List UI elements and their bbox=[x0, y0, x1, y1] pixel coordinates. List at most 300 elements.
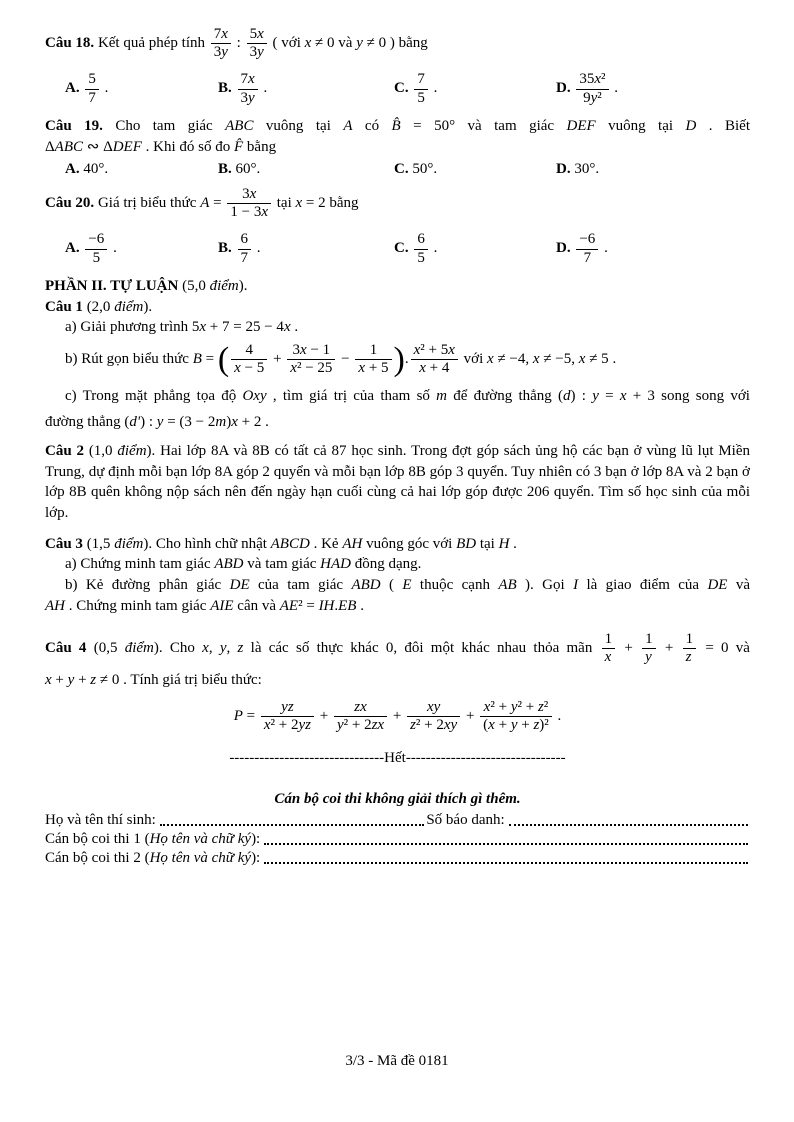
text-run: y bbox=[257, 44, 264, 61]
text-run bbox=[230, 577, 250, 593]
option-b bbox=[218, 159, 394, 180]
text-run bbox=[499, 536, 510, 552]
text-run: và bbox=[334, 35, 357, 52]
text-run: x bbox=[448, 342, 455, 359]
text-run: x bbox=[413, 342, 421, 359]
text-run: ² bbox=[597, 89, 602, 106]
text-run: . bbox=[109, 240, 117, 257]
fraction bbox=[405, 699, 462, 735]
text-run: 7 bbox=[240, 71, 249, 88]
text-run: C. bbox=[394, 80, 409, 97]
text-run: −6 bbox=[88, 231, 105, 248]
text-run: 1 bbox=[685, 630, 694, 647]
text-run: z bbox=[410, 716, 416, 733]
text-run: x bbox=[604, 648, 612, 665]
text-run: 35 bbox=[579, 71, 595, 88]
text-run: của tam giác bbox=[249, 577, 352, 594]
text-run: 9 bbox=[583, 89, 591, 106]
text-run bbox=[202, 640, 243, 656]
text-run: + bbox=[617, 639, 641, 656]
text-run: điểm bbox=[117, 443, 147, 459]
text-run: ≠ −4, bbox=[493, 351, 533, 368]
text-run: ² − 25 bbox=[296, 360, 333, 377]
fraction bbox=[245, 26, 269, 62]
text-run: ² bbox=[543, 698, 549, 715]
text-run: DE bbox=[229, 577, 250, 594]
text-run: ) : bbox=[570, 387, 593, 404]
text-run bbox=[225, 118, 253, 134]
fraction bbox=[285, 342, 337, 378]
text-run: z bbox=[90, 672, 97, 688]
text-run: 4 bbox=[245, 342, 253, 359]
text-run: = bbox=[209, 195, 226, 212]
text-run: x bbox=[594, 71, 602, 88]
fraction bbox=[600, 631, 618, 667]
text-run: với bbox=[459, 351, 488, 368]
text-run bbox=[242, 388, 266, 404]
text-run: . bbox=[600, 240, 608, 257]
text-run: . Chứng minh tam giác bbox=[65, 597, 211, 614]
text-run: y bbox=[510, 698, 518, 715]
text-run: DEF bbox=[566, 118, 596, 134]
text-run: : bbox=[232, 35, 245, 52]
text-run: AIE bbox=[210, 597, 234, 614]
text-run: 60°. bbox=[231, 161, 261, 178]
text-run: . bbox=[553, 707, 562, 724]
text-run: y bbox=[510, 716, 518, 733]
text-run: + bbox=[315, 707, 332, 724]
text-run bbox=[210, 598, 233, 614]
text-run: 5 bbox=[191, 319, 200, 336]
text-run: + bbox=[462, 707, 479, 724]
text-run: có bbox=[352, 118, 392, 134]
text-run: yz bbox=[281, 698, 294, 715]
text-run: và tam giác bbox=[243, 556, 321, 573]
text-run: (5,0 bbox=[178, 278, 210, 295]
text-run: điểm bbox=[209, 278, 239, 295]
text-run: xy bbox=[443, 716, 458, 733]
text-run bbox=[698, 640, 728, 656]
essay-q1-heading bbox=[45, 297, 750, 318]
text-run: ): bbox=[251, 830, 261, 847]
text-run: Câu 4 bbox=[45, 639, 87, 656]
text-run: 7 bbox=[583, 249, 592, 266]
text-run: x bbox=[300, 342, 307, 359]
fraction bbox=[409, 342, 460, 378]
text-run: x bbox=[578, 351, 586, 368]
text-run: Oxy bbox=[242, 387, 267, 404]
option-d bbox=[556, 71, 750, 107]
text-run: 3 bbox=[213, 44, 222, 61]
question-18-options bbox=[45, 68, 750, 110]
text-run bbox=[200, 195, 225, 211]
text-run: ∾ Δ bbox=[83, 138, 113, 155]
dotted-line bbox=[264, 842, 748, 845]
text-run: y bbox=[590, 89, 598, 106]
text-run: (0,5 bbox=[86, 639, 125, 656]
text-run: 3 bbox=[249, 44, 258, 61]
text-run: 3 bbox=[292, 342, 301, 359]
text-run: Câu 20. bbox=[45, 195, 95, 212]
text-run: là các số thực khác 0, đôi một khác nhau thỏa mãn bbox=[243, 639, 600, 656]
fraction bbox=[574, 71, 610, 107]
text-run bbox=[269, 351, 285, 367]
text-run: Họ tên và chữ ký bbox=[149, 830, 252, 847]
fraction bbox=[236, 231, 254, 267]
text-run: = bbox=[242, 707, 259, 724]
dotted-line bbox=[264, 861, 748, 864]
text-run: x bbox=[261, 204, 268, 221]
text-run: AH bbox=[342, 535, 363, 552]
text-run: x bbox=[483, 698, 491, 715]
essay-q3-heading bbox=[45, 534, 750, 555]
essay-q1-part-c-line1 bbox=[45, 386, 750, 407]
text-run: . bbox=[253, 240, 261, 257]
text-run: = 2 bbox=[302, 195, 326, 212]
text-run: x bbox=[199, 319, 207, 336]
text-run: 1 bbox=[645, 630, 653, 647]
text-run: + bbox=[517, 716, 534, 733]
fraction bbox=[229, 342, 269, 378]
text-run: z bbox=[685, 648, 692, 665]
text-run bbox=[45, 139, 142, 155]
text-run: m bbox=[215, 414, 227, 431]
text-run: ). bbox=[143, 298, 153, 315]
text-run: y bbox=[156, 414, 164, 431]
text-run: ABC bbox=[225, 118, 254, 134]
text-run: B. bbox=[218, 80, 232, 97]
fraction bbox=[412, 231, 430, 267]
text-run: F̂ bbox=[233, 138, 244, 155]
text-run: DE bbox=[707, 577, 728, 594]
text-run: D. bbox=[556, 80, 571, 97]
text-run: . bbox=[259, 80, 268, 97]
text-run: = 0 bbox=[698, 639, 729, 656]
text-run: c) Trong mặt phẳng tọa độ bbox=[65, 387, 243, 404]
fraction bbox=[236, 71, 260, 107]
text-run: PHẦN II. TỰ LUẬN bbox=[45, 278, 179, 295]
text-run: 40°. bbox=[79, 161, 109, 178]
text-run: (1,0 bbox=[84, 443, 118, 459]
text-run: x bbox=[290, 360, 297, 377]
text-run: a) Chứng minh tam giác bbox=[65, 556, 215, 573]
text-run: xy bbox=[426, 698, 441, 715]
text-run: + 5 bbox=[365, 360, 389, 377]
text-run: vuông tại bbox=[253, 118, 344, 134]
text-run: ² = bbox=[298, 597, 319, 614]
text-run bbox=[356, 35, 386, 51]
text-run bbox=[45, 672, 119, 688]
proctor1-line bbox=[45, 830, 750, 848]
candidate-number-label: Số báo danh: bbox=[426, 811, 505, 828]
text-run: 5 bbox=[92, 249, 101, 266]
text-run: b) Rút gọn biểu thức bbox=[65, 351, 193, 368]
text-run: + bbox=[389, 707, 406, 724]
text-run: tại bbox=[273, 195, 296, 212]
text-run: ). Cho bbox=[153, 639, 203, 656]
text-run: ( bbox=[558, 387, 564, 404]
text-run: ). Hai lớp 8A và 8B có tất cả 87 học sinh. Trong đợt góp sách ủng hộ các bạn ở vùng lũ lụt Miền Trung, dự định mỗi bạn lớp 8A góp 2 quyển và mỗi bạn lớp 8B góp 3 quyển. Tuy nhiên có 3 bạn ở lớp 8A và 2 bạn ở lớp 8B quên không nộp sách nên đến ngày hạn cuối cùng cả hai lớp góp được 206 quyển. Tìm số học sinh của mỗi lớp. bbox=[45, 443, 750, 522]
text-run bbox=[498, 577, 516, 593]
text-run: = bbox=[201, 351, 218, 368]
text-run: x bbox=[619, 387, 627, 404]
text-run: D. bbox=[556, 161, 571, 178]
text-run: . Khi đó số đo bbox=[141, 138, 234, 155]
text-run bbox=[337, 351, 353, 367]
text-run: DEF bbox=[112, 138, 142, 155]
text-run: . bbox=[100, 80, 109, 97]
text-run: B. bbox=[218, 161, 232, 178]
candidate-name-label: Họ và tên thí sinh: bbox=[45, 811, 156, 828]
text-run: 5 bbox=[417, 249, 425, 266]
text-run bbox=[456, 536, 476, 552]
question-20-stem bbox=[45, 186, 750, 226]
text-run: zx bbox=[371, 716, 385, 733]
text-run: y bbox=[592, 387, 599, 404]
essay-q3-part-b-line2 bbox=[45, 596, 750, 617]
text-run: + bbox=[494, 716, 511, 733]
text-run bbox=[351, 577, 380, 593]
text-run: E bbox=[402, 577, 412, 594]
text-run: A bbox=[343, 118, 353, 134]
text-run: y bbox=[219, 639, 227, 656]
text-run: z bbox=[237, 639, 244, 656]
text-run: ≠ 0 bbox=[96, 672, 120, 688]
text-run: . bbox=[290, 319, 299, 336]
essay-q3-part-b-line1 bbox=[45, 575, 750, 596]
text-run: , bbox=[226, 639, 238, 656]
text-run bbox=[392, 118, 456, 134]
text-run: IH bbox=[318, 597, 335, 614]
text-run: z bbox=[533, 716, 540, 733]
text-run: x bbox=[358, 360, 366, 377]
text-run: ( với bbox=[268, 35, 305, 52]
text-run: 1 bbox=[369, 342, 378, 359]
text-run: ( bbox=[217, 340, 230, 378]
option-c bbox=[394, 231, 556, 267]
text-run: 7 bbox=[213, 26, 222, 42]
option-b bbox=[218, 231, 394, 267]
fraction bbox=[332, 699, 389, 735]
text-run: 7 bbox=[417, 71, 425, 88]
text-run: điểm bbox=[124, 639, 154, 656]
text-run: để đường thẳng bbox=[447, 387, 559, 404]
text-run: bằng bbox=[243, 138, 277, 155]
text-run: x bbox=[283, 319, 291, 336]
text-run: Họ tên và chữ ký bbox=[149, 849, 252, 866]
text-run: điểm bbox=[114, 535, 144, 552]
text-run bbox=[234, 708, 259, 724]
text-run bbox=[402, 577, 411, 593]
fraction bbox=[83, 231, 109, 267]
text-run: x bbox=[263, 716, 271, 733]
text-run: D. bbox=[556, 240, 571, 257]
text-run: và bbox=[727, 577, 750, 594]
text-run: I bbox=[573, 577, 579, 594]
text-run: EB bbox=[338, 597, 357, 614]
text-run: A. bbox=[65, 240, 80, 257]
text-run: b) Kẻ đường phân giác bbox=[65, 577, 230, 594]
text-run: 5 bbox=[417, 89, 425, 106]
text-run: H bbox=[498, 535, 510, 552]
fraction bbox=[640, 631, 658, 667]
text-run bbox=[686, 118, 697, 134]
text-run: điểm bbox=[114, 298, 144, 315]
text-run: x bbox=[234, 360, 241, 377]
text-run bbox=[233, 35, 245, 51]
text-run: x bbox=[202, 639, 209, 656]
text-run bbox=[617, 640, 640, 656]
text-run: . bbox=[356, 597, 364, 614]
text-run: . Kẻ bbox=[309, 535, 343, 552]
text-run bbox=[214, 556, 243, 572]
text-run: + 3 bbox=[626, 387, 655, 404]
question-20-options bbox=[45, 228, 750, 270]
text-run: 7 bbox=[240, 249, 249, 266]
text-run bbox=[487, 351, 609, 367]
text-run: HAD bbox=[320, 556, 351, 573]
text-run: ). Gọi bbox=[516, 577, 574, 594]
text-run: x bbox=[419, 360, 426, 377]
text-run: tại bbox=[476, 535, 499, 552]
text-run: C. bbox=[394, 240, 409, 257]
text-run: − 5 bbox=[240, 360, 265, 377]
fraction bbox=[83, 71, 101, 107]
text-run: x bbox=[249, 186, 257, 203]
text-run: D bbox=[685, 118, 697, 134]
text-run: và bbox=[728, 639, 750, 656]
text-run: + bbox=[657, 639, 681, 656]
text-run: x bbox=[248, 71, 255, 88]
text-run: m bbox=[436, 387, 447, 404]
fraction bbox=[353, 342, 393, 378]
text-run: Câu 19. bbox=[45, 118, 103, 134]
text-run: 6 bbox=[417, 231, 425, 248]
text-run bbox=[234, 139, 243, 155]
text-run: zx bbox=[354, 698, 367, 715]
text-run: 30°. bbox=[570, 161, 600, 178]
text-run: AB bbox=[498, 577, 517, 594]
essay-q4-formula bbox=[45, 699, 750, 735]
text-run: , bbox=[208, 639, 220, 656]
text-run: Câu 3 bbox=[45, 535, 83, 552]
text-run: yz bbox=[298, 716, 311, 733]
text-run bbox=[658, 640, 681, 656]
option-a bbox=[65, 231, 218, 267]
text-run bbox=[436, 388, 447, 404]
question-19-stem-line1 bbox=[45, 116, 750, 137]
text-run: ≠ 5 bbox=[585, 351, 609, 368]
text-run: ABCD bbox=[270, 535, 310, 552]
text-run: ² + 2 bbox=[343, 716, 372, 733]
text-run: x bbox=[45, 672, 52, 688]
text-run: + 2 bbox=[237, 414, 262, 431]
text-run: Câu 2 bbox=[45, 443, 84, 459]
candidate-info-line bbox=[45, 811, 750, 829]
proctor2-line bbox=[45, 849, 750, 867]
question-18-stem bbox=[45, 26, 750, 66]
text-run: . Biết bbox=[696, 118, 750, 134]
text-run: y bbox=[221, 44, 228, 61]
essay-q1-part-b bbox=[45, 342, 750, 378]
text-run bbox=[707, 577, 727, 593]
text-run: vuông góc với bbox=[362, 535, 457, 552]
text-run bbox=[342, 536, 362, 552]
option-d bbox=[556, 231, 750, 267]
text-run bbox=[389, 708, 405, 724]
text-run: , tìm giá trị của tham số bbox=[266, 387, 437, 404]
text-run: ² bbox=[601, 71, 606, 88]
text-run: Cán bộ coi thi 2 ( bbox=[45, 849, 150, 866]
part2-heading bbox=[45, 276, 750, 297]
text-run: x bbox=[304, 35, 312, 52]
text-run: ² + 5 bbox=[420, 342, 449, 359]
text-run: 1 − 3 bbox=[230, 204, 262, 221]
essay-q2-paragraph bbox=[45, 441, 750, 524]
fraction bbox=[681, 631, 699, 667]
text-run: Cán bộ coi thi 1 ( bbox=[45, 830, 150, 847]
text-run bbox=[124, 414, 261, 430]
text-run: − bbox=[337, 351, 354, 368]
text-run: AH bbox=[45, 597, 65, 614]
fraction bbox=[259, 699, 316, 735]
essay-q4-line1 bbox=[45, 631, 750, 667]
text-run: C. bbox=[394, 161, 409, 178]
text-run bbox=[558, 388, 655, 404]
page-number: 3/3 - Mã đề 0181 bbox=[345, 1053, 449, 1070]
text-run bbox=[193, 351, 218, 367]
text-run: + 7 = 25 − 4 bbox=[206, 319, 284, 336]
text-run: cân và bbox=[233, 597, 280, 614]
text-run: ): bbox=[251, 849, 261, 866]
text-run: ) : bbox=[140, 414, 157, 431]
text-run: . bbox=[404, 351, 409, 368]
text-run: x bbox=[221, 26, 228, 42]
text-run: Câu 1 bbox=[45, 298, 83, 315]
text-run: ( bbox=[483, 716, 489, 733]
question-19-options bbox=[45, 159, 750, 180]
text-run: . bbox=[509, 535, 517, 552]
text-run: P bbox=[233, 707, 243, 724]
text-run: −6 bbox=[579, 231, 596, 248]
text-run: = bbox=[598, 387, 620, 404]
text-run: d' bbox=[129, 414, 141, 431]
text-run: 5 bbox=[88, 71, 96, 88]
text-run: 3 bbox=[240, 89, 249, 106]
text-run: ( bbox=[380, 577, 403, 594]
option-b bbox=[218, 71, 394, 107]
text-run: đồng dạng. bbox=[351, 556, 422, 573]
text-run: ² + 2 bbox=[270, 716, 299, 733]
text-run: A bbox=[200, 195, 210, 212]
text-run: x bbox=[231, 414, 238, 431]
text-run: song song với bbox=[654, 387, 750, 404]
text-run: (2,0 bbox=[82, 298, 115, 315]
text-run: 7 bbox=[88, 89, 96, 106]
text-run: y bbox=[336, 716, 344, 733]
text-run bbox=[316, 708, 332, 724]
text-run: ) bbox=[393, 340, 405, 378]
text-run: ABD bbox=[351, 577, 381, 594]
text-run: y bbox=[248, 89, 255, 106]
text-run: )² bbox=[539, 716, 549, 733]
dotted-line bbox=[160, 823, 425, 826]
fraction bbox=[209, 26, 233, 62]
text-run: x bbox=[257, 26, 264, 42]
text-run: ) bbox=[226, 414, 232, 431]
text-run: 50°. bbox=[408, 161, 438, 178]
text-run: 6 bbox=[240, 231, 249, 248]
